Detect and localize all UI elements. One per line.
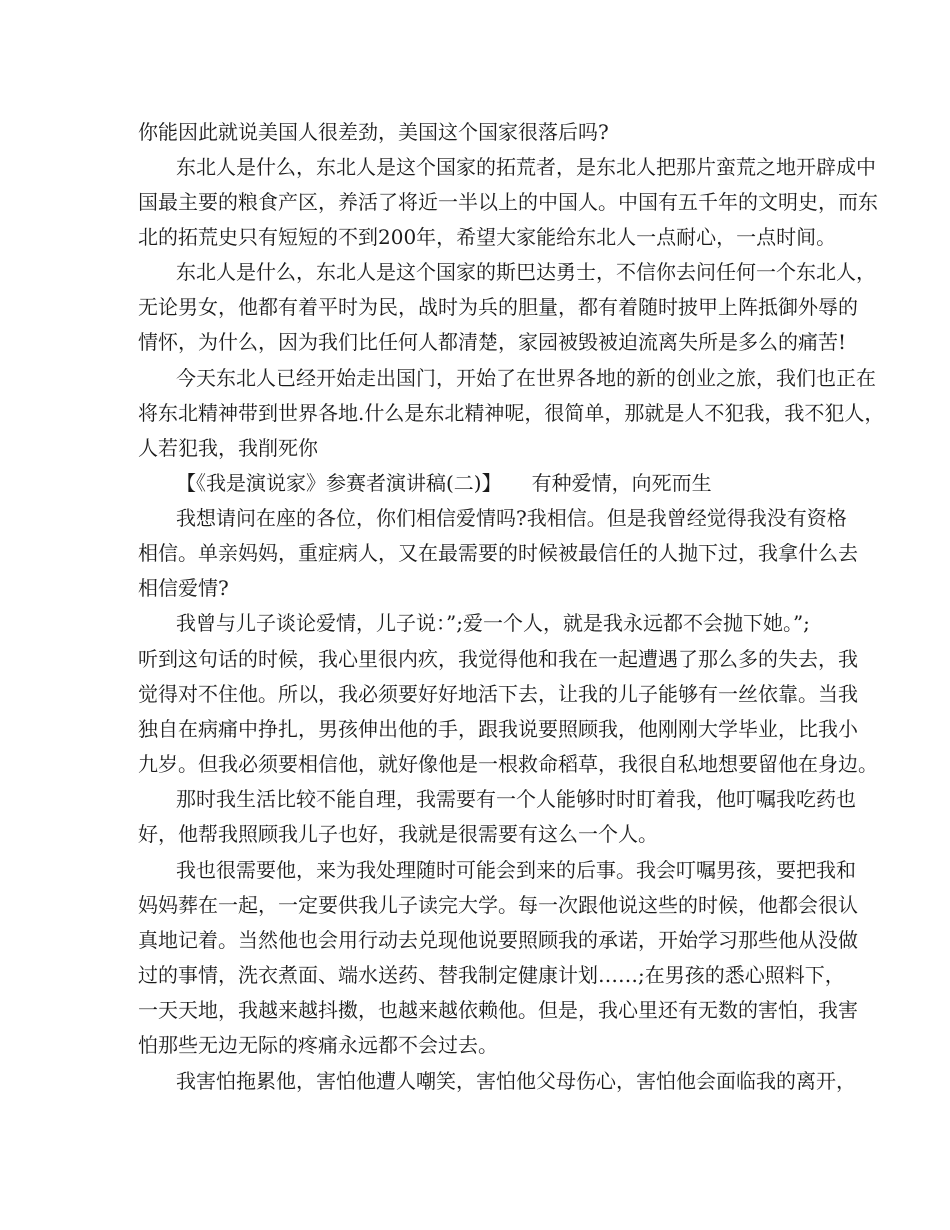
text-line: 听到这句话的时候，我心里很内疚，我觉得他和我在一起遭遇了那么多的失去，我 — [138, 647, 858, 671]
text-line: 北的拓荒史只有短短的不到200年，希望大家能给东北人一点耐心，一点时间。 — [138, 225, 837, 249]
text-line: 国最主要的粮食产区，养活了将近一半以上的中国人。中国有五千年的文明史，而东 — [138, 190, 878, 214]
paragraph-start: 今天东北人已经开始走出国门，开始了在世界各地的新的创业之旅，我们也正在 — [176, 366, 876, 390]
section-heading: 【《我是演说家》参赛者演讲稿(二)】 有种爱情，向死而生 — [176, 471, 712, 495]
text-line: 过的事情，洗衣煮面、端水送药、替我制定健康计划……;在男孩的悉心照料下， — [138, 963, 845, 987]
text-line: 相信。单亲妈妈，重症病人，又在最需要的时候被最信任的人抛下过，我拿什么去 — [138, 541, 858, 565]
text-line: 将东北精神带到世界各地.什么是东北精神呢，很简单，那就是人不犯我，我不犯人， — [138, 401, 885, 425]
paragraph-start: 东北人是什么，东北人是这个国家的斯巴达勇士，不信你去问任何一个东北人， — [176, 260, 876, 284]
paragraph-start: 我也很需要他，来为我处理随时可能会到来的后事。我会叮嘱男孩，要把我和 — [176, 858, 856, 882]
text-line: 你能因此就说美国人很差劲，美国这个国家很落后吗? — [138, 120, 609, 144]
text-line: 妈妈葬在一起，一定要供我儿子读完大学。每一次跟他说这些的时候，他都会很认 — [138, 893, 858, 917]
paragraph-start: 东北人是什么，东北人是这个国家的拓荒者，是东北人把那片蛮荒之地开辟成中 — [176, 155, 876, 179]
text-line: 觉得对不住他。所以，我必须要好好地活下去，让我的儿子能够有一丝依靠。当我 — [138, 682, 858, 706]
text-line: 独自在病痛中挣扎，男孩伸出他的手，跟我说要照顾我，他刚刚大学毕业，比我小 — [138, 717, 858, 741]
text-line: 无论男女，他都有着平时为民，战时为兵的胆量，都有着随时披甲上阵抵御外辱的 — [138, 295, 858, 319]
text-line: 好，他帮我照顾我儿子也好，我就是很需要有这么一个人。 — [138, 822, 658, 846]
paragraph-start: 那时我生活比较不能自理，我需要有一个人能够时时盯着我，他叮嘱我吃药也 — [176, 787, 856, 811]
text-line: 真地记着。当然他也会用行动去兑现他说要照顾我的承诺，开始学习那些他从没做 — [138, 928, 858, 952]
text-line: 一天天地，我越来越抖擞，也越来越依赖他。但是，我心里还有无数的害怕，我害 — [138, 998, 858, 1022]
text-line: 相信爱情? — [138, 576, 229, 600]
paragraph-start: 我想请问在座的各位，你们相信爱情吗?我相信。但是我曾经觉得我没有资格 — [176, 506, 847, 530]
text-line: 情怀，为什么，因为我们比任何人都清楚，家园被毁被迫流离失所是多么的痛苦! — [138, 330, 847, 354]
paragraph-start: 我害怕拖累他，害怕他遭人嘲笑，害怕他父母伤心，害怕他会面临我的离开， — [176, 1069, 856, 1093]
text-line: 人若犯我，我削死你 — [138, 436, 318, 460]
paragraph-start: 我曾与儿子谈论爱情，儿子说：”;爱一个人，就是我永远都不会抛下她。”; — [176, 611, 810, 635]
text-line: 九岁。但我必须要相信他，就好像他是一根救命稻草，我很自私地想要留他在身边。 — [138, 752, 878, 776]
text-line: 怕那些无边无际的疼痛永远都不会过去。 — [138, 1033, 498, 1057]
